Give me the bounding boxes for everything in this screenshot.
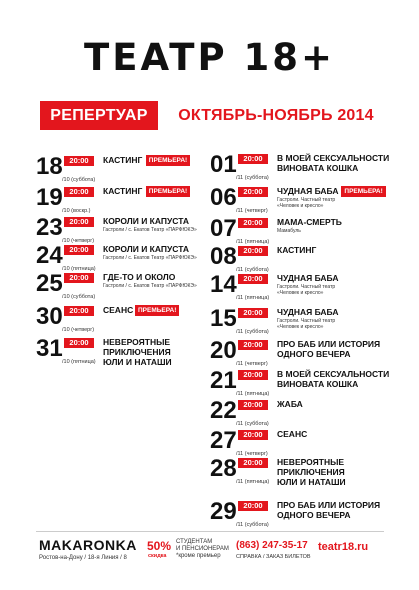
entry-time: 20:00 [238,400,268,410]
entry-weekday: /11 (суббота) [236,175,269,181]
entry-day: 27 [210,427,237,454]
schedule-entry [210,186,390,216]
entry-play-title: НЕВЕРОЯТНЫЕ ПРИКЛЮЧЕНИЯ ЮЛИ И НАТАШИ [103,337,172,367]
entry-day: 15 [210,305,237,332]
entry-note: Гастроли. Частный театр «Человек и кресло» [277,284,336,296]
entry-day: 25 [36,270,63,297]
premiere-badge: ПРЕМЬЕРА! [146,186,190,197]
entry-play-title: КАСТИНГ [103,186,143,196]
schedule-entry [210,399,390,429]
entry-time: 20:00 [64,273,94,283]
entry-day: 23 [36,214,63,241]
schedule-entry [36,186,206,216]
schedule-entry [210,273,390,303]
entry-note: Мамабуль [277,228,301,234]
schedule-entry [210,457,390,487]
entry-play-title: ЧУДНАЯ БАБА [277,307,339,317]
discount-percent: 50% [147,539,172,553]
entry-weekday: /11 (суббота) [236,522,269,528]
entry-weekday: /11 (четверг) [236,451,268,457]
entry-time: 20:00 [64,338,94,348]
entry-play-title: ПРО БАБ ИЛИ ИСТОРИЯ ОДНОГО ВЕЧЕРА [277,500,381,520]
schedule-entry [210,307,390,337]
entry-day: 29 [210,498,237,525]
entry-play-title: КАСТИНГ [277,245,317,255]
brand-logo: MAKARONKA [39,537,137,553]
entry-play-title: ПРО БАБ ИЛИ ИСТОРИЯ ОДНОГО ВЕЧЕРА [277,339,381,359]
entry-time: 20:00 [64,187,94,197]
entry-weekday: /10 (воскр.) [62,208,91,214]
schedule-entry [210,217,390,247]
entry-play-title: МАМА-СМЕРТЬ [277,217,342,227]
entry-weekday: /11 (пятница) [236,479,270,485]
entry-play-title: ЖАБА [277,399,303,409]
entry-time: 20:00 [238,458,268,468]
entry-time: 20:00 [238,218,268,228]
entry-play-title: КОРОЛИ И КАПУСТА [103,216,189,226]
entry-weekday: /11 (четверг) [236,361,268,367]
entry-day: 20 [210,337,237,364]
entry-play-title: НЕВЕРОЯТНЫЕ ПРИКЛЮЧЕНИЯ ЮЛИ И НАТАШИ [277,457,346,487]
phone-number[interactable]: (863) 247-35-17 [236,540,308,551]
entry-time: 20:00 [238,274,268,284]
entry-time: 20:00 [238,246,268,256]
entry-weekday: /11 (пятница) [236,239,270,245]
entry-play-title: В МОЕЙ СЕКСУАЛЬНОСТИ ВИНОВАТА КОШКА [277,153,390,173]
schedule-entry [210,500,390,530]
footer-divider [36,531,384,532]
entry-play-title: КАСТИНГ [103,155,143,165]
schedule-entry [210,369,390,399]
entry-day: 07 [210,215,237,242]
entry-day: 28 [210,455,237,482]
entry-day: 21 [210,367,237,394]
entry-day: 08 [210,243,237,270]
entry-note: Гастроли / с. Екатов Театр «ПАРФЮКЭ» [103,227,197,233]
entry-weekday: /11 (четверг) [236,208,268,214]
entry-time: 20:00 [64,156,94,166]
period-label: ОКТЯБРЬ-НОЯБРЬ 2014 [178,106,374,124]
entry-day: 22 [210,397,237,424]
entry-weekday: /10 (четверг) [62,238,95,244]
premiere-badge: ПРЕМЬЕРА! [146,155,190,166]
entry-time: 20:00 [238,187,268,197]
entry-time: 20:00 [238,370,268,380]
entry-weekday: /10 (суббота) [62,177,96,183]
entry-weekday: /11 (пятница) [236,295,270,301]
entry-day: 30 [36,303,63,330]
schedule-entry [36,272,206,302]
entry-time: 20:00 [238,430,268,440]
entry-weekday: /11 (суббота) [236,267,269,273]
entry-play-title: СЕАНС [103,305,134,315]
entry-time: 20:00 [64,245,94,255]
schedule-entry [36,305,206,335]
entry-day: 01 [210,151,237,178]
entry-day: 24 [36,242,63,269]
schedule-entry [36,155,206,185]
schedule-entry [210,429,390,459]
entry-day: 14 [210,271,237,298]
entry-time: 20:00 [238,501,268,511]
premiere-badge: ПРЕМЬЕРА! [341,186,385,197]
entry-time: 20:00 [238,340,268,350]
entry-note: Гастроли. Частный театр «Человек и кресло» [277,197,336,209]
repertoire-label: РЕПЕРТУАР [40,101,158,130]
entry-weekday: /10 (пятница) [62,359,96,365]
schedule-entry [210,339,390,369]
entry-play-title: В МОЕЙ СЕКСУАЛЬНОСТИ ВИНОВАТА КОШКА [277,369,390,389]
venue-address: Ростов-на-Дону / 18-я Линия / 8 [39,555,127,561]
entry-play-title: КОРОЛИ И КАПУСТА [103,244,189,254]
entry-play-title: ГДЕ-ТО И ОКОЛО [103,272,176,282]
entry-day: 18 [36,153,63,180]
theatre-logo: TEATP 18+ [83,36,335,79]
entry-weekday: /10 (четверг) [62,327,95,333]
entry-play-title: ЧУДНАЯ БАБА [277,186,339,196]
entry-time: 20:00 [238,308,268,318]
schedule-entry [210,153,390,183]
entry-day: 19 [36,184,63,211]
entry-play-title: ЧУДНАЯ БАБА [277,273,339,283]
entry-weekday: /11 (пятница) [236,391,270,397]
discount-word: скидка [148,553,167,559]
premiere-badge: ПРЕМЬЕРА! [135,305,179,316]
entry-weekday: /11 (суббота) [236,329,269,335]
entry-play-title: СЕАНС [277,429,308,439]
entry-note: Гастроли / с. Екатов Театр «ПАРФЮКЭ» [103,255,197,261]
entry-time: 20:00 [64,217,94,227]
entry-time: 20:00 [64,306,94,316]
discount-text: СТУДЕНТАМ И ПЕНСИОНЕРАМ *кроме премьер [176,539,229,559]
entry-weekday: /10 (пятница) [62,266,96,272]
schedule-entry [36,337,206,367]
entry-note: Гастроли / с. Екатов Театр «ПАРФЮКЭ» [103,283,197,289]
entry-time: 20:00 [238,154,268,164]
entry-weekday: /11 (суббота) [236,421,269,427]
entry-weekday: /10 (суббота) [62,294,96,300]
website-link[interactable]: teatr18.ru [318,541,369,553]
entry-day: 31 [36,335,63,362]
phone-note: СПРАВКА / ЗАКАЗ БИЛЕТОВ [236,554,311,560]
entry-day: 06 [210,184,237,211]
schedule-entry [210,245,390,275]
entry-note: Гастроли. Частный театр «Человек и кресло» [277,318,336,330]
